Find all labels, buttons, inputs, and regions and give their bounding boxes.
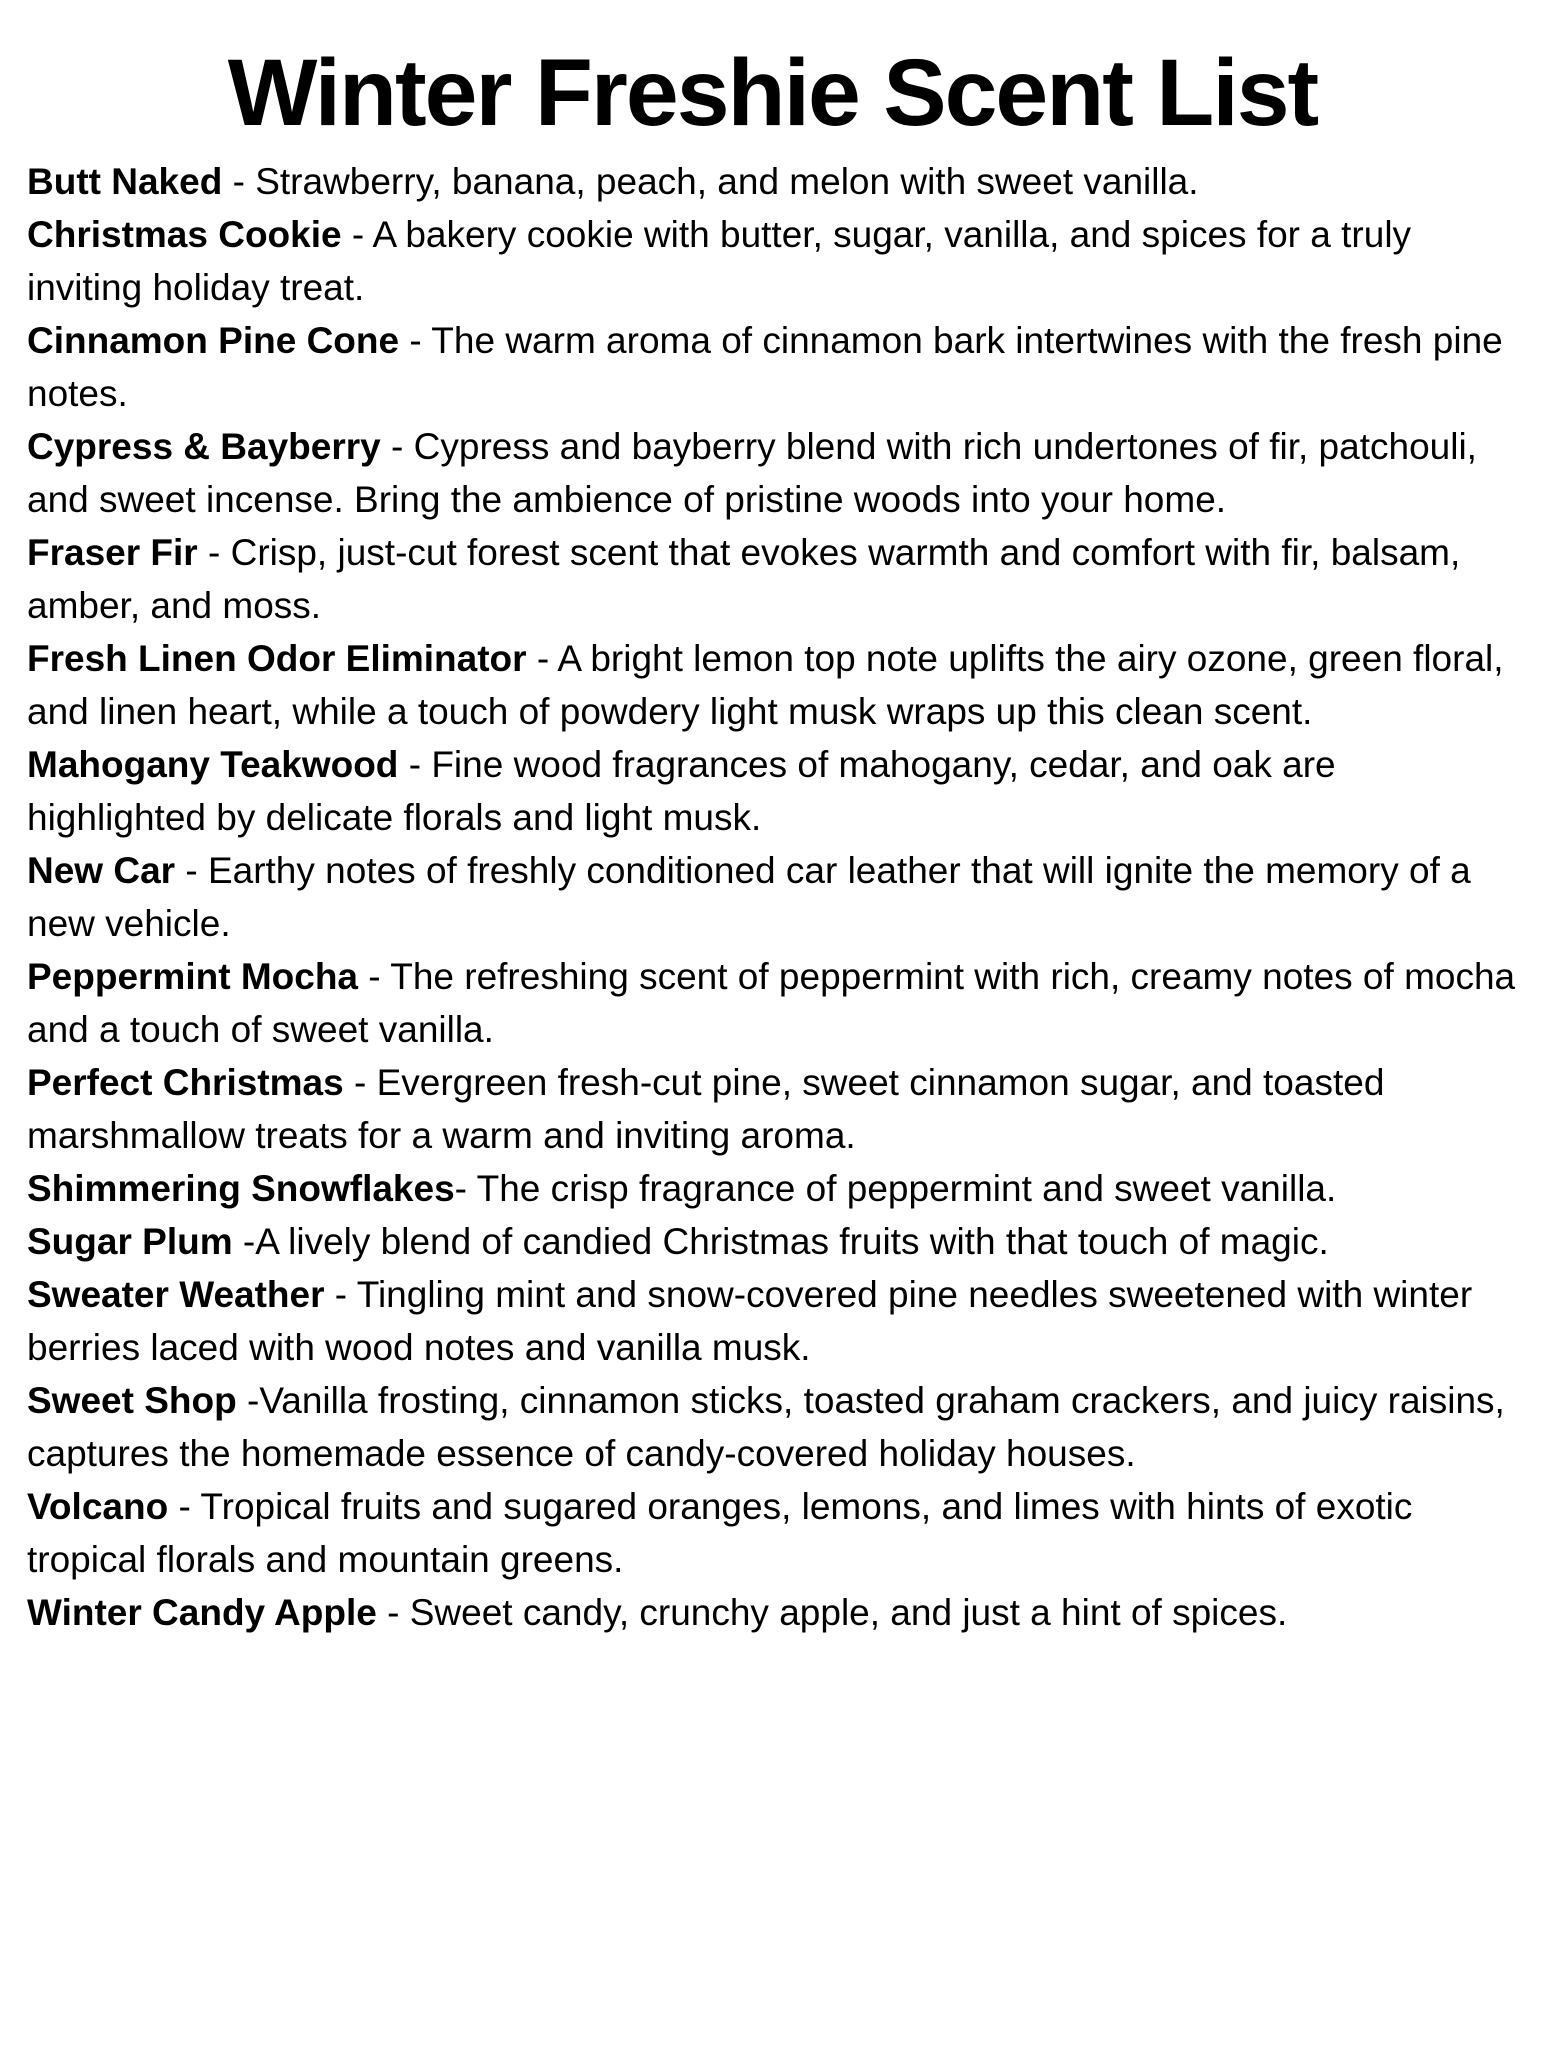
scent-entry bbox=[27, 1480, 1517, 1586]
scent-name: Cypress & Bayberry bbox=[27, 426, 381, 467]
scent-entry bbox=[27, 208, 1517, 314]
scent-description: A bright lemon top note uplifts the airy ozone, green floral, and linen heart, while a touch of powdery light musk wraps up this clean scent. bbox=[27, 638, 1514, 732]
scent-list bbox=[0, 155, 1545, 1639]
scent-entry bbox=[27, 1215, 1517, 1268]
scent-name: Cinnamon Pine Cone bbox=[27, 320, 400, 361]
scent-name: Shimmering Snowflakes bbox=[27, 1168, 455, 1209]
scent-entry bbox=[27, 1056, 1517, 1162]
scent-entry bbox=[27, 1162, 1517, 1215]
scent-separator: - bbox=[398, 744, 432, 785]
scent-separator: - bbox=[232, 1221, 256, 1262]
scent-description: Cypress and bayberry blend with rich undertones of fir, patchouli, and sweet incense. Bring the ambience of pristine woods into your home. bbox=[27, 426, 1488, 520]
scent-separator: - bbox=[526, 638, 558, 679]
scent-entry bbox=[27, 844, 1517, 950]
scent-separator: - bbox=[168, 1486, 201, 1527]
scent-entry bbox=[27, 526, 1517, 632]
scent-description: The warm aroma of cinnamon bark intertwines with the fresh pine notes. bbox=[27, 320, 1514, 414]
scent-separator: - bbox=[376, 1592, 410, 1633]
scent-name: Mahogany Teakwood bbox=[27, 744, 399, 785]
scent-name: New Car bbox=[27, 850, 176, 891]
scent-entry bbox=[27, 1374, 1517, 1480]
scent-description: Earthy notes of freshly conditioned car leather that will ignite the memory of a new vehicle. bbox=[27, 850, 1481, 944]
scent-description: Evergreen fresh-cut pine, sweet cinnamon sugar, and toasted marshmallow treats for a warm and inviting aroma. bbox=[27, 1062, 1395, 1156]
scent-entry bbox=[27, 632, 1517, 738]
scent-name: Sweater Weather bbox=[27, 1274, 325, 1315]
scent-separator: - bbox=[236, 1380, 260, 1421]
scent-name: Sugar Plum bbox=[27, 1221, 233, 1262]
scent-separator: - bbox=[341, 214, 373, 255]
scent-separator: - bbox=[175, 850, 208, 891]
scent-separator: - bbox=[197, 532, 231, 573]
scent-name: Volcano bbox=[27, 1486, 169, 1527]
scent-separator: - bbox=[343, 1062, 377, 1103]
scent-entry bbox=[27, 420, 1517, 526]
scent-entry bbox=[27, 738, 1517, 844]
scent-description: Sweet candy, crunchy apple, and just a hint of spices. bbox=[409, 1592, 1288, 1633]
scent-description: The crisp fragrance of peppermint and sweet vanilla. bbox=[476, 1168, 1337, 1209]
scent-separator: - bbox=[222, 161, 256, 202]
scent-name: Sweet Shop bbox=[27, 1380, 237, 1421]
scent-separator: - bbox=[324, 1274, 357, 1315]
scent-name: Perfect Christmas bbox=[27, 1062, 344, 1103]
scent-entry bbox=[27, 1268, 1517, 1374]
scent-separator: - bbox=[454, 1168, 477, 1209]
scent-description: A lively blend of candied Christmas fruits with that touch of magic. bbox=[255, 1221, 1329, 1262]
scent-description: A bakery cookie with butter, sugar, vanilla, and spices for a truly inviting holiday treat. bbox=[27, 214, 1422, 308]
scent-description: Strawberry, banana, peach, and melon with sweet vanilla. bbox=[255, 161, 1199, 202]
scent-entry bbox=[27, 1586, 1517, 1639]
scent-name: Butt Naked bbox=[27, 161, 223, 202]
scent-name: Fresh Linen Odor Eliminator bbox=[27, 638, 527, 679]
scent-name: Christmas Cookie bbox=[27, 214, 342, 255]
scent-separator: - bbox=[380, 426, 414, 467]
scent-separator: - bbox=[358, 956, 391, 997]
scent-description: Fine wood fragrances of mahogany, cedar, and oak are highlighted by delicate florals and light musk. bbox=[27, 744, 1346, 838]
scent-description: Tropical fruits and sugared oranges, lemons, and limes with hints of exotic tropical florals and mountain greens. bbox=[27, 1486, 1423, 1580]
page-title: Winter Freshie Scent List bbox=[227, 40, 1318, 146]
scent-description: Vanilla frosting, cinnamon sticks, toasted graham crackers, and juicy raisins, captures the homemade essence of candy-covered holiday houses. bbox=[27, 1380, 1516, 1474]
scent-description: Tingling mint and snow-covered pine needles sweetened with winter berries laced with wood notes and vanilla musk. bbox=[27, 1274, 1483, 1368]
scent-entry bbox=[27, 950, 1526, 1056]
scent-entry bbox=[27, 155, 1517, 208]
document-page bbox=[0, 40, 1545, 2046]
scent-description: Crisp, just-cut forest scent that evokes warmth and comfort with fir, balsam, amber, and moss. bbox=[27, 532, 1471, 626]
scent-description: The refreshing scent of peppermint with rich, creamy notes of mocha and a touch of sweet vanilla. bbox=[27, 956, 1526, 1050]
scent-name: Peppermint Mocha bbox=[27, 956, 358, 997]
scent-entry bbox=[27, 314, 1517, 420]
scent-name: Winter Candy Apple bbox=[27, 1592, 377, 1633]
scent-name: Fraser Fir bbox=[27, 532, 198, 573]
scent-separator: - bbox=[399, 320, 432, 361]
